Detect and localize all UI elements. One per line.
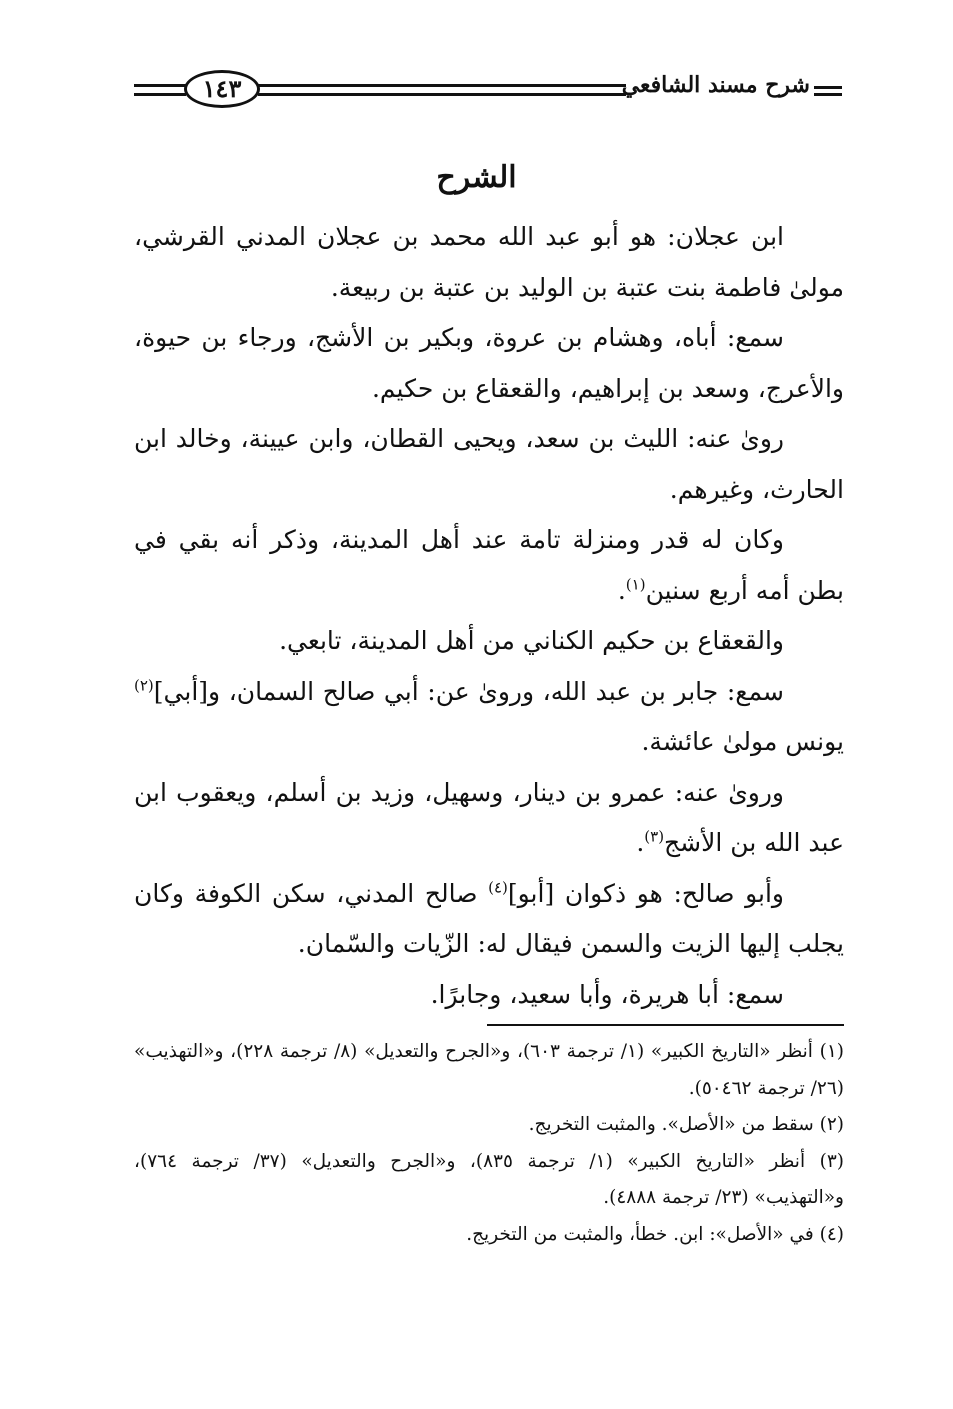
footnote-ref[interactable]: (٤) xyxy=(488,878,508,897)
section-heading: الشرح xyxy=(436,160,517,195)
paragraph-text: . xyxy=(617,575,626,605)
header-ornament-dash xyxy=(814,86,842,96)
footnote: (٢) سقط من «الأصل». والمثبت التخريج. xyxy=(528,1114,844,1135)
footnote-ref[interactable]: (١) xyxy=(625,575,646,594)
paragraph xyxy=(134,970,844,1021)
paragraph-text: وكان له قدر ومنزلة تامة عند أهل المدينة، وذكر أنه بقي في بطن أمه أربع سنين xyxy=(134,525,844,605)
paragraph xyxy=(134,667,844,768)
footnote-ref[interactable]: (٣) xyxy=(644,827,665,846)
paragraph-text: سمع: أبا هريرة، وأبا سعيد، وجابرًا. xyxy=(430,979,784,1009)
footnote-ref[interactable]: (٢) xyxy=(134,676,154,695)
footnote-separator xyxy=(487,1024,844,1026)
header-double-rule xyxy=(258,84,626,96)
paragraph-text: ورویٰ عنه: عمرو بن دينار، وسهيل، وزيد بن أسلم، ويعقوب ابن عبد الله بن الأشج xyxy=(134,777,844,857)
paragraph-text: سمع: جابر بن عبد الله، وروىٰ عن: أبي صالح السمان، و[أبي] xyxy=(153,676,784,706)
paragraph-text: سمع: أباه، وهشام بن عروة، وبكير بن الأشج، ورجاء بن حيوة، والأعرج، وسعد بن إبراهيم، والقعقاع بن حكيم. xyxy=(134,323,844,403)
paragraph-text: ابن عجلان: هو أبو عبد الله محمد بن عجلان المدني القرشي، مولىٰ فاطمة بنت عتبة بن الوليد بن عتبة بن ربيعة. xyxy=(134,222,844,302)
paragraph xyxy=(134,313,844,414)
footnotes xyxy=(134,1034,844,1253)
paragraph-text: والقعقاع بن حكيم الكناني من أهل المدينة، تابعي. xyxy=(279,626,784,655)
paragraph-text: يونس مولىٰ عائشة. xyxy=(641,727,844,756)
running-header xyxy=(134,66,844,112)
paragraph xyxy=(134,515,844,616)
paragraph xyxy=(134,414,844,515)
paragraph-text: روىٰ عنه: الليث بن سعد، ويحيى القطان، وابن عيينة، وخالد ابن الحارث، وغيرهم. xyxy=(134,424,844,504)
paragraph xyxy=(134,212,844,313)
paragraph xyxy=(134,869,844,970)
paragraph xyxy=(134,768,844,869)
paragraph-text: . xyxy=(636,828,645,857)
paragraph-text: صالح المدني، سكن الكوفة وكان يجلب إليها الزيت والسمن فيقال له: الزّيات والسّمان. xyxy=(134,878,844,958)
footnote: (٣) أنظر «التاريخ الكبير» (١/ ترجمة ٨٣٥)، و«الجرح والتعديل» (٣٧/ ترجمة ٧٦٤)، و«التهذيب» (٢٣/ ترجمة ٤٨٨٨). xyxy=(134,1150,844,1208)
footnote: (٤) في «الأصل»: ابن. خطأ، والمثبت من التخريج. xyxy=(466,1223,844,1245)
footnote: (١) أنظر «التاريخ الكبير» (١/ ترجمة ٦٠٣)، و«الجرح والتعديل» (٨/ ترجمة ٢٢٨)، و«التهذيب» (٢٦/ ترجمة ٥٠٤٦٢). xyxy=(134,1041,845,1099)
header-double-rule-left xyxy=(134,84,186,96)
paragraph-text: وأبو صالح: هو ذكوان [أبو] xyxy=(507,878,784,908)
main-text xyxy=(134,212,844,1020)
paragraph xyxy=(134,616,844,667)
running-title: شرح مسند الشافعي xyxy=(621,72,810,98)
page-number: ١٤٣ xyxy=(184,70,260,108)
